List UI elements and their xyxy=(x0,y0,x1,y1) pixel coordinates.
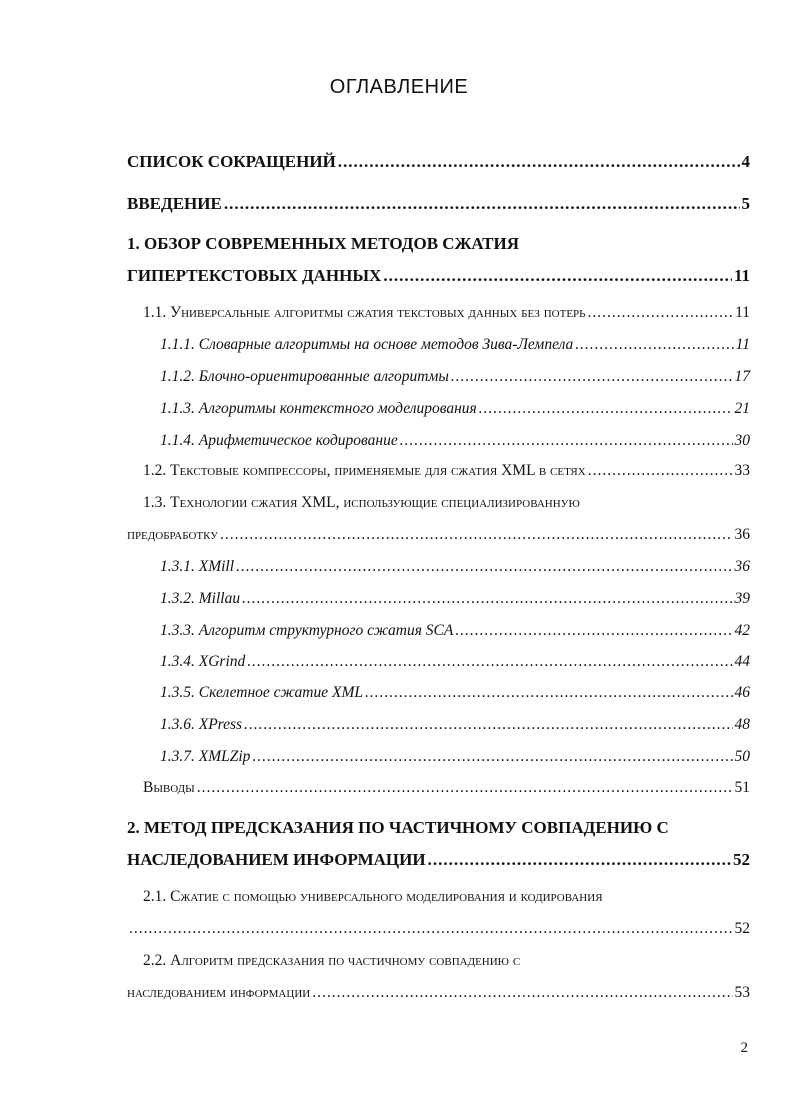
toc-leader xyxy=(242,590,732,608)
toc-entry-text: 1.3.3. Алгоритм структурного сжатия SCA xyxy=(160,622,454,639)
page-number: 2 xyxy=(740,1040,748,1056)
toc-entry-text: наследованием информации xyxy=(127,984,311,1001)
toc-leader xyxy=(236,558,732,576)
toc-entry-2-1-line1[interactable]: 2.1. Сжатие с помощью универсального моделирования и кодирования xyxy=(143,888,603,905)
toc-entry-text: Выводы xyxy=(143,779,195,796)
toc-entry-2-1[interactable] xyxy=(127,920,750,938)
toc-entry-1-1-1[interactable] xyxy=(160,336,750,354)
toc-leader xyxy=(451,368,733,386)
toc-entry-text: 1.3.2. Millau xyxy=(160,590,241,607)
toc-entry-1-2[interactable] xyxy=(143,462,750,480)
toc-entry-text: 1.3.1. XMill xyxy=(160,558,235,575)
toc-leader xyxy=(197,779,733,797)
toc-page: 36 xyxy=(734,558,750,575)
toc-chapter-1-line1[interactable]: 1. ОБЗОР СОВРЕМЕННЫХ МЕТОДОВ СЖАТИЯ xyxy=(127,234,519,253)
toc-entry-1-1-2[interactable] xyxy=(160,368,750,386)
toc-page: 5 xyxy=(741,194,750,213)
toc-entry-1-1-3[interactable] xyxy=(160,400,750,418)
toc-entry-introduction[interactable] xyxy=(127,194,750,214)
toc-page: 42 xyxy=(734,622,750,639)
toc-entry-1-3-line1[interactable]: 1.3. Технологии сжатия XML, использующие специализированную xyxy=(143,494,580,511)
toc-entry-1-3-1[interactable] xyxy=(160,558,750,576)
toc-leader xyxy=(220,526,732,544)
toc-page: 39 xyxy=(734,590,750,607)
toc-leader xyxy=(400,432,733,450)
toc-entry-1-1-4[interactable] xyxy=(160,432,750,450)
toc-leader xyxy=(338,152,740,172)
toc-leader xyxy=(479,400,733,418)
toc-page: 46 xyxy=(734,684,750,701)
toc-page: 11 xyxy=(735,304,750,321)
toc-leader xyxy=(312,984,732,1002)
toc-leader xyxy=(129,920,733,938)
toc-leader xyxy=(247,653,732,671)
toc-chapter-2-line1[interactable]: 2. МЕТОД ПРЕДСКАЗАНИЯ ПО ЧАСТИЧНОМУ СОВПАДЕНИЮ С xyxy=(127,818,669,837)
toc-entry-1-3-4[interactable] xyxy=(160,653,750,671)
toc-entry-text: 1.1. Универсальные алгоритмы сжатия текстовых данных без потерь xyxy=(143,304,586,321)
toc-entry-chapter-2[interactable] xyxy=(127,850,750,870)
toc-entry-text: СПИСОК СОКРАЩЕНИЙ xyxy=(127,152,336,171)
toc-entry-1-3-7[interactable] xyxy=(160,748,750,766)
page-title: ОГЛАВЛЕНИЕ xyxy=(329,76,469,98)
toc-page: 4 xyxy=(741,152,750,171)
toc-leader xyxy=(383,266,732,286)
toc-entry-text: предобработку xyxy=(127,526,219,543)
toc-entry-chapter-1[interactable] xyxy=(127,266,750,286)
toc-page: 48 xyxy=(734,716,750,733)
toc-leader xyxy=(365,684,733,702)
toc-entry-2-2-line1[interactable]: 2.2. Алгоритм предсказания по частичному совпадению с xyxy=(143,952,521,969)
toc-entry-text: 1.1.1. Словарные алгоритмы на основе методов Зива-Лемпела xyxy=(160,336,574,353)
toc-entry-1-3[interactable] xyxy=(127,526,750,544)
toc-entry-abbreviations[interactable] xyxy=(127,152,750,172)
toc-entry-1-3-5[interactable] xyxy=(160,684,750,702)
toc-leader xyxy=(575,336,733,354)
toc-page: 21 xyxy=(734,400,750,417)
toc-entry-2-2[interactable] xyxy=(127,984,750,1002)
toc-entry-text: 1.3.7. XMLZip xyxy=(160,748,251,765)
toc-page: 17 xyxy=(734,368,750,385)
toc-page: 36 xyxy=(734,526,750,543)
toc-entry-text: 1.1.3. Алгоритмы контекстного моделирования xyxy=(160,400,477,417)
toc-leader xyxy=(588,462,733,480)
toc-page: 52 xyxy=(734,920,750,937)
toc-leader xyxy=(455,622,732,640)
toc-page: 53 xyxy=(734,984,750,1001)
toc-entry-text: 1.1.4. Арифметическое кодирование xyxy=(160,432,398,449)
toc-page: 33 xyxy=(734,462,750,479)
toc-entry-text: 1.1.2. Блочно-ориентированные алгоритмы xyxy=(160,368,449,385)
toc-entry-1-1[interactable] xyxy=(143,304,750,322)
toc-leader xyxy=(244,716,732,734)
toc-entry-text: НАСЛЕДОВАНИЕМ ИНФОРМАЦИИ xyxy=(127,850,426,869)
toc-entry-text: 1.3.4. XGrind xyxy=(160,653,246,670)
toc-leader xyxy=(252,748,732,766)
toc-page: 30 xyxy=(734,432,750,449)
toc-page: 44 xyxy=(734,653,750,670)
toc-entry-text: ВВЕДЕНИЕ xyxy=(127,194,222,213)
toc-leader xyxy=(587,304,733,322)
toc-entry-1-3-6[interactable] xyxy=(160,716,750,734)
toc-page: 52 xyxy=(733,850,750,869)
toc-leader xyxy=(428,850,731,870)
toc-page: 11 xyxy=(733,266,750,285)
toc-entry-text: 1.2. Текстовые компрессоры, применяемые для сжатия XML в сетях xyxy=(143,462,586,479)
toc-entry-text: 1.3.6. XPress xyxy=(160,716,243,733)
toc-page: 51 xyxy=(734,779,750,796)
toc-entry-1-3-3[interactable] xyxy=(160,622,750,640)
toc-entry-text: 1.3.5. Скелетное сжатие XML xyxy=(160,684,363,701)
toc-page: 50 xyxy=(734,748,750,765)
toc-entry-1-3-2[interactable] xyxy=(160,590,750,608)
toc-leader xyxy=(224,194,740,214)
toc-entry-text: ГИПЕРТЕКСТОВЫХ ДАННЫХ xyxy=(127,266,382,285)
toc-page: 11 xyxy=(735,336,750,353)
toc-entry-conclusions[interactable] xyxy=(143,779,750,797)
